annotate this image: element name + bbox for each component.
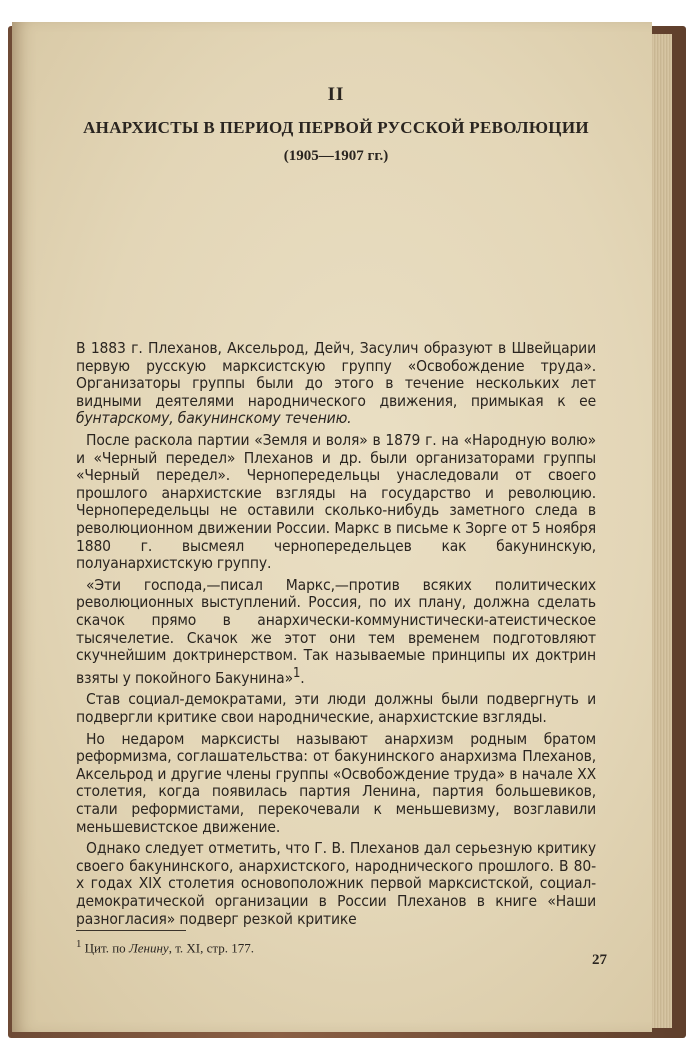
chapter-dates: (1905—1907 гг.) <box>283 148 389 164</box>
footnote-divider <box>76 930 186 931</box>
book-page <box>12 22 652 1032</box>
page-number: 27 <box>592 952 607 968</box>
paragraph: Но недаром марксисты называют анархизм родным братом реформизма, соглашательства: от бакунинского анархизма Плеханов, Аксельрод и другие члены группы «Освобождение труда» в начале XX столетия, когда появилась партия Ленина, партия большевиков, стали реформистами, перекочевали к меньшевизму, возглавили меньшевистское движение. <box>76 729 596 836</box>
chapter-number: II <box>327 84 345 105</box>
paragraph: Став социал-демократами, эти люди должны были подвергнуть и подвергли критике свои народнические, анархистские взгляды. <box>76 690 596 727</box>
paragraph-emphasis: бунтарскому, бакунинскому течению. <box>76 409 352 428</box>
footnote-suffix: , т. XI, стр. 177. <box>168 940 254 956</box>
quote-text: «Эти господа,—писал Маркс,—против всяких политических революционных выступлений. Россия, по их плану, должна сделать скачок прямо в анархически-коммунистически-атеистическое тысячелетие. Скачок же этот они тем временем подготовляют скучнейшим доктринерством. Так называемые принципы их доктрин взяты у покойного Бакунина» <box>76 575 596 687</box>
chapter-title: АНАРХИСТЫ В ПЕРИОД ПЕРВОЙ РУССКОЙ РЕВОЛЮЦИИ <box>83 118 589 137</box>
footnote-mark: 1 <box>76 938 82 950</box>
paragraph: Однако следует отметить, что Г. В. Плеханов дал серьезную критику своего бакунинского, анархистского, народнического прошлого. В 80-х годах XIX столетия основоположник первой марксистской, социал-демократической организации в России Плеханов в книге «Наши разногласия» подверг резкой критике <box>76 839 596 928</box>
footnote-source: Ленину <box>128 940 169 956</box>
paragraph-text: В 1883 г. Плеханов, Аксельрод, Дейч, Засулич образуют в Швейцарии первую русскую марксистскую группу «Освобождение труда». Организаторы группы были до этого в течение нескольких лет видными деятелями народнического движения, примыкая к ее <box>76 339 596 410</box>
body-text <box>76 340 596 932</box>
paragraph: После раскола партии «Земля и воля» в 1879 г. на «Народную волю» и «Черный передел» Плеханов и др. были организаторами группы «Черный передел». Чернопередельцы унаследовали от своего прошлого анархистские взгляды на государство и революцию. Чернопередельцы не оставили сколько-нибудь заметного следа в революционном движении России. Маркс в письме к Зорге от 5 ноября 1880 г. высмеял чернопередельцев как бакунинскую, полуанархистскую группу. <box>76 430 596 573</box>
quote-end: . <box>300 668 305 687</box>
page-content <box>76 84 607 968</box>
footnote-prefix: Цит. по <box>81 940 129 956</box>
paragraph <box>76 340 596 428</box>
footnote <box>76 938 254 956</box>
footnote-ref: 1 <box>292 665 301 681</box>
paragraph-quote <box>76 577 596 688</box>
